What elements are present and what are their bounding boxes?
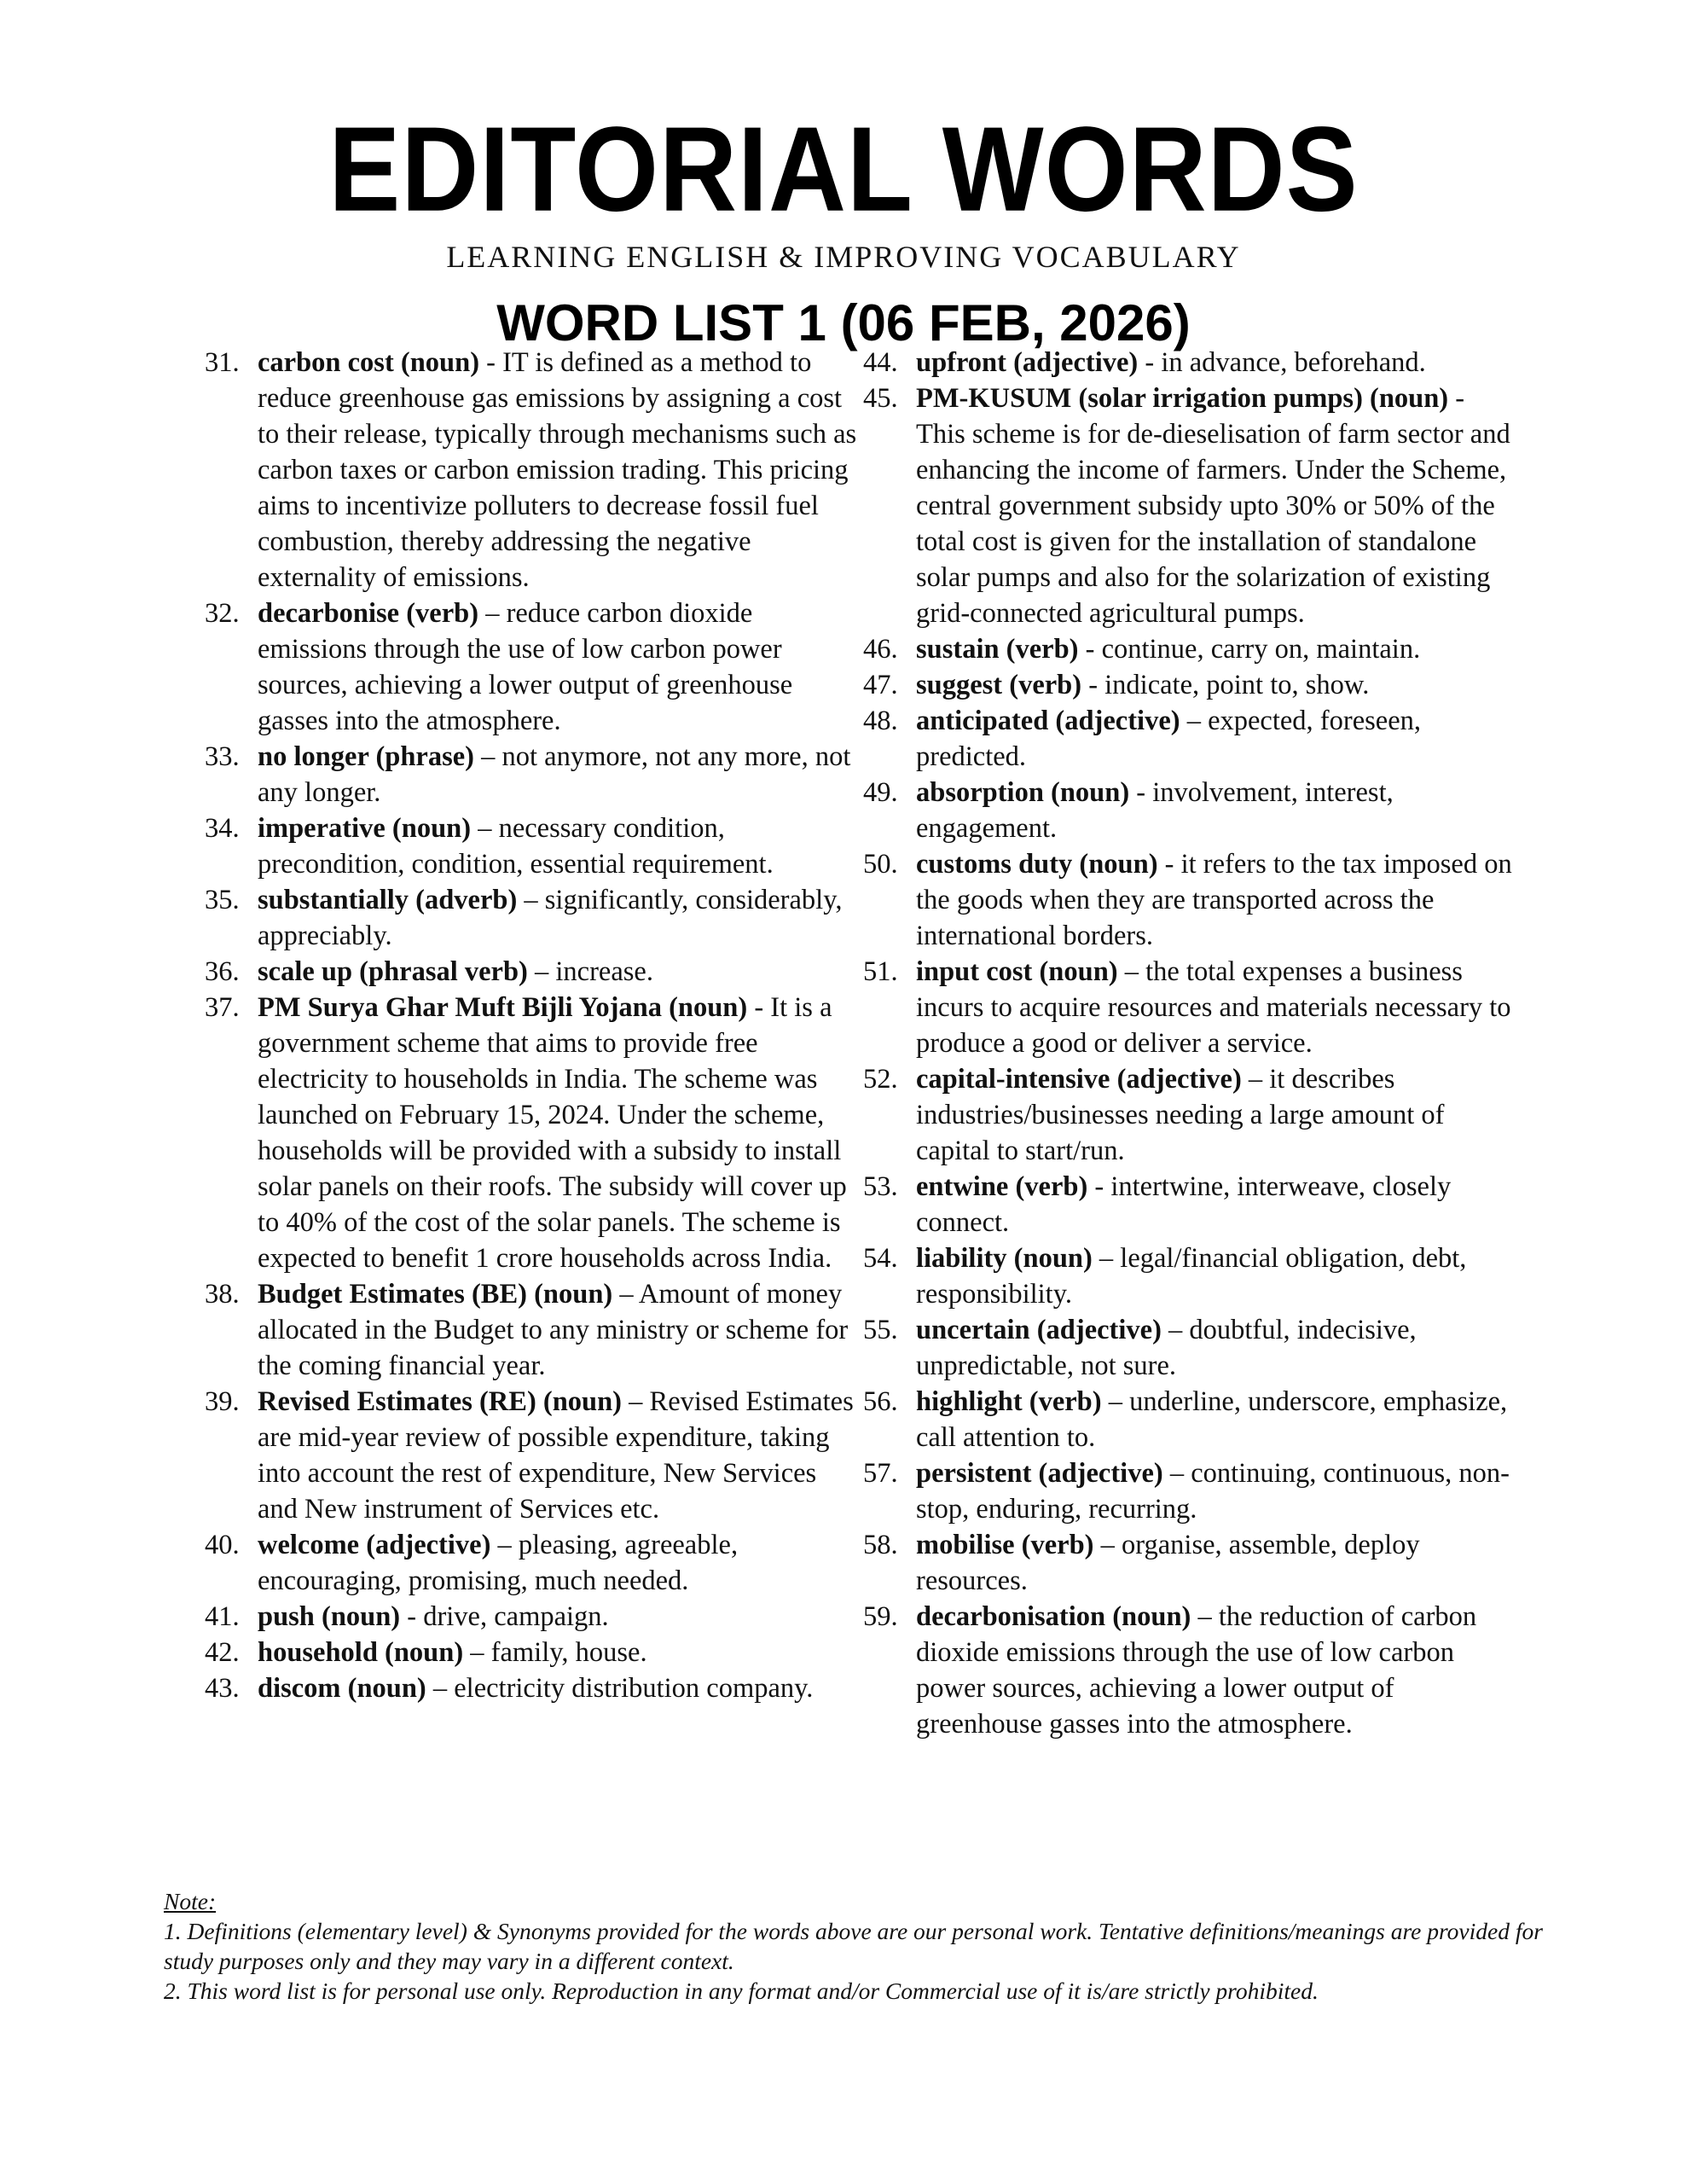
list-item xyxy=(205,954,860,990)
entry-number: 40. xyxy=(205,1530,240,1560)
entry-definition: – significantly, considerably, appreciably. xyxy=(258,885,843,951)
masthead xyxy=(0,102,1687,352)
list-item xyxy=(205,1384,860,1527)
entry-term: suggest (verb) xyxy=(916,670,1082,700)
entry-number: 48. xyxy=(863,706,898,736)
entry-text xyxy=(258,990,860,1276)
entry-text xyxy=(258,1527,860,1599)
entry-text xyxy=(916,846,1518,954)
entry-term: decarbonise (verb) xyxy=(258,598,479,629)
entry-definition: – electricity distribution company. xyxy=(426,1673,814,1704)
entry-number: 59. xyxy=(863,1601,898,1632)
entry-number: 36. xyxy=(205,956,240,987)
entry-number: 58. xyxy=(863,1530,898,1560)
entry-text xyxy=(258,1599,860,1635)
entry-term: imperative (noun) xyxy=(258,813,472,844)
entry-definition: - involvement, interest, engagement. xyxy=(916,777,1394,844)
list-item xyxy=(863,1169,1518,1240)
list-item xyxy=(205,1599,860,1635)
entry-term: substantially (adverb) xyxy=(258,885,518,915)
entry-term: carbon cost (noun) xyxy=(258,347,480,378)
entry-text xyxy=(916,667,1518,703)
footnote-line-1: 1. Definitions (elementary level) & Synonyms provided for the words above are our personal work. Tentative definitions/meanings are provided for study purposes only and they may vary in a different context. xyxy=(164,1918,1543,1974)
list-item xyxy=(863,846,1518,954)
entry-text xyxy=(258,810,860,882)
list-item xyxy=(863,631,1518,667)
entry-text xyxy=(916,1599,1518,1742)
entry-definition: - in advance, beforehand. xyxy=(1138,347,1426,378)
entry-definition: - continue, carry on, maintain. xyxy=(1078,634,1421,665)
entry-number: 42. xyxy=(205,1637,240,1668)
entry-number: 54. xyxy=(863,1243,898,1274)
list-item xyxy=(205,882,860,954)
entry-term: mobilise (verb) xyxy=(916,1530,1094,1560)
entry-number: 55. xyxy=(863,1315,898,1345)
entry-number: 41. xyxy=(205,1601,240,1632)
entry-definition: - indicate, point to, show. xyxy=(1081,670,1370,700)
entry-term: upfront (adjective) xyxy=(916,347,1139,378)
list-item xyxy=(205,990,860,1276)
word-list xyxy=(205,345,1518,1742)
list-item xyxy=(205,739,860,810)
entry-term: absorption (noun) xyxy=(916,777,1130,808)
entry-term: anticipated (adjective) xyxy=(916,706,1180,736)
entry-definition: – organise, assemble, deploy resources. xyxy=(916,1530,1420,1596)
entry-definition: – continuing, continuous, non-stop, enduring, recurring. xyxy=(916,1458,1510,1525)
entry-number: 57. xyxy=(863,1458,898,1489)
entry-number: 51. xyxy=(863,956,898,987)
entry-definition: – legal/financial obligation, debt, responsibility. xyxy=(916,1243,1467,1310)
entry-definition: - IT is defined as a method to reduce greenhouse gas emissions by assigning a cost to their release, typically through mechanisms such as carbon taxes or carbon emission trading. This pricing aims to incentivize polluters to decrease fossil fuel combustion, thereby addressing the negative externality of emissions. xyxy=(258,347,857,593)
list-item xyxy=(205,1276,860,1384)
entry-number: 35. xyxy=(205,885,240,915)
entry-number: 56. xyxy=(863,1386,898,1417)
entry-term: PM-KUSUM (solar irrigation pumps) (noun) xyxy=(916,383,1449,414)
entry-text xyxy=(258,1670,860,1706)
entry-number: 53. xyxy=(863,1171,898,1202)
entry-definition: – underline, underscore, emphasize, call attention to. xyxy=(916,1386,1508,1453)
entry-definition: – reduce carbon dioxide emissions through the use of low carbon power sources, achieving a lower output of greenhouse gasses into the atmosphere. xyxy=(258,598,793,736)
entry-text xyxy=(916,1527,1518,1599)
list-item xyxy=(863,667,1518,703)
list-item xyxy=(863,1527,1518,1599)
entry-number: 47. xyxy=(863,670,898,700)
entry-number: 34. xyxy=(205,813,240,844)
footnote xyxy=(164,1886,1545,2006)
list-item xyxy=(863,345,1518,380)
list-item xyxy=(863,1599,1518,1742)
entry-text xyxy=(916,380,1518,631)
entry-definition: – family, house. xyxy=(463,1637,647,1668)
entry-text xyxy=(258,739,860,810)
entry-number: 38. xyxy=(205,1279,240,1310)
entry-number: 50. xyxy=(863,849,898,880)
entry-number: 44. xyxy=(863,347,898,378)
entry-term: household (noun) xyxy=(258,1637,464,1668)
entry-definition: - it refers to the tax imposed on the goods when they are transported across the international borders. xyxy=(916,849,1512,951)
brand-logo: EDITORIAL WORDS xyxy=(328,102,1359,236)
list-item xyxy=(863,775,1518,846)
brand-tagline: LEARNING ENGLISH & IMPROVING VOCABULARY xyxy=(446,240,1241,274)
word-list-right-column xyxy=(863,345,1518,1742)
entry-definition: - It is a government scheme that aims to provide free electricity to households in India. The scheme was launched on February 15, 2024. Under the scheme, households will be provided with a subsidy to install solar panels on their roofs. The subsidy will cover up to 40% of the cost of the solar panels. The scheme is expected to benefit 1 crore households across India. xyxy=(258,992,847,1274)
entry-text xyxy=(916,775,1518,846)
entry-term: decarbonisation (noun) xyxy=(916,1601,1191,1632)
entry-number: 32. xyxy=(205,598,240,629)
entry-number: 33. xyxy=(205,741,240,772)
list-item xyxy=(863,1312,1518,1384)
entry-text xyxy=(916,631,1518,667)
entry-definition: - This scheme is for de-dieselisation of farm sector and enhancing the income of farmers. Under the Scheme, central government subsidy upto 30% or 50% of the total cost is given for the installation of standalone solar pumps and also for the solarization of existing grid-connected agricultural pumps. xyxy=(916,383,1510,629)
entry-number: 45. xyxy=(863,383,898,414)
entry-text xyxy=(916,1455,1518,1527)
list-item xyxy=(205,1527,860,1599)
entry-term: customs duty (noun) xyxy=(916,849,1158,880)
entry-text xyxy=(258,882,860,954)
entry-definition: – it describes industries/businesses needing a large amount of capital to start/run. xyxy=(916,1064,1445,1166)
list-item xyxy=(863,1240,1518,1312)
entry-term: sustain (verb) xyxy=(916,634,1079,665)
entry-term: no longer (phrase) xyxy=(258,741,474,772)
entry-text xyxy=(258,1276,860,1384)
entry-text xyxy=(258,954,860,990)
entry-number: 46. xyxy=(863,634,898,665)
entry-number: 52. xyxy=(863,1064,898,1095)
entry-definition: – pleasing, agreeable, encouraging, promising, much needed. xyxy=(258,1530,739,1596)
entry-text xyxy=(258,1384,860,1527)
entry-term: uncertain (adjective) xyxy=(916,1315,1162,1345)
entry-number: 43. xyxy=(205,1673,240,1704)
list-item xyxy=(863,380,1518,631)
entry-term: entwine (verb) xyxy=(916,1171,1088,1202)
entry-definition: – the reduction of carbon dioxide emissions through the use of low carbon power sources, achieving a lower output of greenhouse gasses into the atmosphere. xyxy=(916,1601,1477,1740)
entry-term: Revised Estimates (RE) (noun) xyxy=(258,1386,623,1417)
entry-term: PM Surya Ghar Muft Bijli Yojana (noun) xyxy=(258,992,748,1023)
list-item xyxy=(205,1670,860,1706)
entry-text xyxy=(916,1240,1518,1312)
entry-term: scale up (phrasal verb) xyxy=(258,956,528,987)
entry-definition: – Revised Estimates are mid-year review of possible expenditure, taking into account the rest of expenditure, New Services and New instrument of Services etc. xyxy=(258,1386,854,1525)
footnote-line-2: 2. This word list is for personal use only. Reproduction in any format and/or Commercial use of it is/are strictly prohibited. xyxy=(164,1978,1319,2004)
entry-text xyxy=(916,1061,1518,1169)
page-title: WORD LIST 1 (06 FEB, 2026) xyxy=(496,294,1191,351)
entry-definition: – the total expenses a business incurs to acquire resources and materials necessary to produce a good or deliver a service. xyxy=(916,956,1511,1059)
entry-text xyxy=(258,1635,860,1670)
entry-number: 37. xyxy=(205,992,240,1023)
list-item xyxy=(863,1455,1518,1527)
list-item xyxy=(205,345,860,595)
list-item xyxy=(205,595,860,739)
entry-term: discom (noun) xyxy=(258,1673,426,1704)
entry-definition: – doubtful, indecisive, unpredictable, not sure. xyxy=(916,1315,1417,1381)
list-item xyxy=(863,1384,1518,1455)
list-item xyxy=(863,954,1518,1061)
entry-term: push (noun) xyxy=(258,1601,401,1632)
entry-text xyxy=(916,1384,1518,1455)
entry-number: 49. xyxy=(863,777,898,808)
entry-text xyxy=(258,345,860,595)
entry-text xyxy=(916,1169,1518,1240)
entry-text xyxy=(916,954,1518,1061)
entry-term: highlight (verb) xyxy=(916,1386,1102,1417)
list-item xyxy=(863,703,1518,775)
entry-definition: - intertwine, interweave, closely connect. xyxy=(916,1171,1452,1238)
list-item xyxy=(863,1061,1518,1169)
entry-text xyxy=(258,595,860,739)
entry-definition: – Amount of money allocated in the Budget to any ministry or scheme for the coming financial year. xyxy=(258,1279,849,1381)
entry-term: input cost (noun) xyxy=(916,956,1118,987)
entry-term: capital-intensive (adjective) xyxy=(916,1064,1242,1095)
list-item xyxy=(205,1635,860,1670)
footnote-label: Note: xyxy=(164,1888,217,1914)
entry-definition: – increase. xyxy=(527,956,653,987)
entry-number: 39. xyxy=(205,1386,240,1417)
entry-definition: – not anymore, not any more, not any longer. xyxy=(258,741,851,808)
entry-definition: – expected, foreseen, predicted. xyxy=(916,706,1422,772)
list-item xyxy=(205,810,860,882)
entry-term: persistent (adjective) xyxy=(916,1458,1163,1489)
entry-text xyxy=(916,1312,1518,1384)
entry-term: welcome (adjective) xyxy=(258,1530,491,1560)
entry-text xyxy=(916,703,1518,775)
entry-term: Budget Estimates (BE) (noun) xyxy=(258,1279,613,1310)
entry-definition: – necessary condition, precondition, condition, essential requirement. xyxy=(258,813,774,880)
entry-number: 31. xyxy=(205,347,240,378)
entry-text xyxy=(916,345,1518,380)
entry-term: liability (noun) xyxy=(916,1243,1093,1274)
entry-definition: - drive, campaign. xyxy=(400,1601,609,1632)
word-list-left-column xyxy=(205,345,860,1742)
